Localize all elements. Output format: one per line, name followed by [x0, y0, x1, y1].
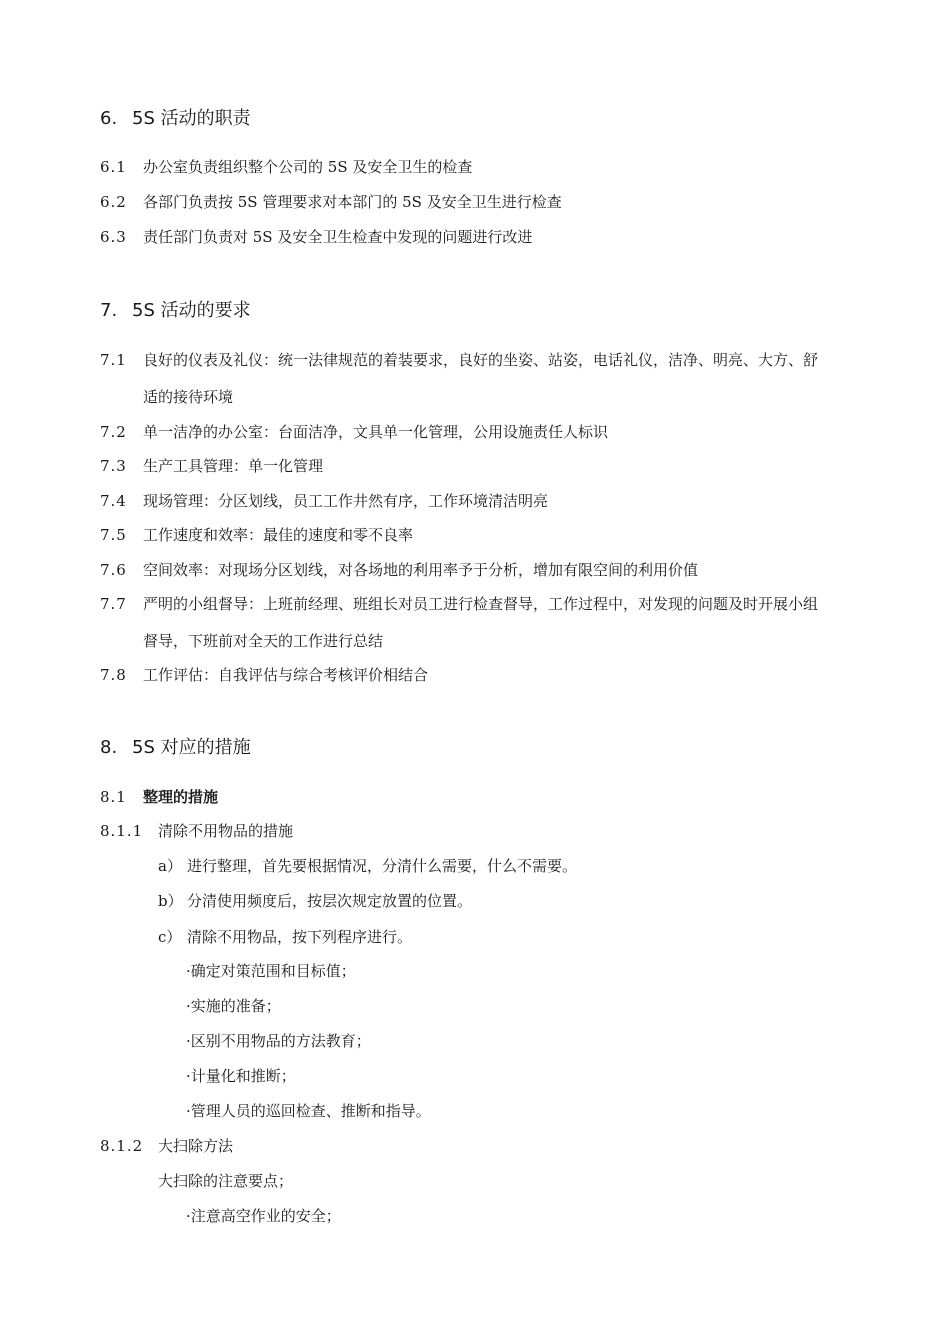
item-number: 7.7	[100, 595, 127, 613]
section-number: 6.	[100, 108, 118, 129]
bullet-item: ·区别不用物品的方法教育；	[186, 1032, 371, 1050]
item-number: 7.4	[100, 492, 127, 510]
section-title: 5S 对应的措施	[132, 737, 251, 758]
bullet-item: ·实施的准备；	[186, 997, 281, 1015]
bullet-item: ·确定对策范围和目标值；	[186, 962, 356, 980]
step-label: c）	[158, 928, 182, 946]
item-text: 工作速度和效率：最佳的速度和零不良率	[143, 526, 414, 544]
item-number: 6.2	[100, 193, 127, 211]
section-6-heading	[100, 107, 251, 131]
item-text: 生产工具管理：单一化管理	[143, 457, 324, 475]
step-label: a）	[158, 857, 182, 875]
item-text: 单一洁净的办公室：台面洁净，文具单一化管理，公用设施责任人标识	[143, 423, 609, 441]
item-text-continuation: 适的接待环境	[143, 388, 234, 406]
item-text: 办公室负责组织整个公司的 5S 及安全卫生的检查	[143, 158, 473, 176]
item-number: 7.5	[100, 526, 127, 544]
item-text: 责任部门负责对 5S 及安全卫生检查中发现的问题进行改进	[143, 228, 533, 246]
section-7-heading	[100, 299, 251, 323]
item-text: 空间效率：对现场分区划线，对各场地的利用率予于分析，增加有限空间的利用价值	[143, 561, 699, 579]
item-text: 大扫除方法	[158, 1137, 234, 1155]
item-text: 各部门负责按 5S 管理要求对本部门的 5S 及安全卫生进行检查	[143, 193, 562, 211]
item-number: 7.6	[100, 561, 127, 579]
step-text: 分清使用频度后，按层次规定放置的位置。	[187, 892, 473, 910]
section-title: 5S 活动的职责	[132, 108, 251, 129]
item-number: 7.1	[100, 351, 127, 369]
item-number: 6.1	[100, 158, 127, 176]
step-label: b）	[158, 892, 183, 910]
subsection-title: 整理的措施	[143, 788, 219, 806]
item-text: 严明的小组督导：上班前经理、班组长对员工进行检查督导，工作过程中，对发现的问题及时开展小组	[143, 595, 819, 613]
bullet-item: ·注意高空作业的安全；	[186, 1207, 341, 1225]
section-number: 8.	[100, 737, 118, 758]
bullet-item: ·计量化和推断；	[186, 1067, 296, 1085]
item-number: 6.3	[100, 228, 127, 246]
section-8-heading	[100, 736, 251, 760]
item-text: 现场管理：分区划线，员工工作井然有序，工作环境清洁明亮	[143, 492, 549, 510]
item-text-continuation: 督导，下班前对全天的工作进行总结	[143, 632, 384, 650]
item-text: 清除不用物品的措施	[158, 822, 294, 840]
item-number: 7.3	[100, 457, 127, 475]
item-number: 7.8	[100, 666, 127, 684]
section-title: 5S 活动的要求	[132, 300, 251, 321]
bullet-item: ·管理人员的巡回检查、推断和指导。	[186, 1102, 431, 1120]
item-text: 良好的仪表及礼仪：统一法律规范的着装要求，良好的坐姿、站姿，电话礼仪，洁净、明亮、大方、舒	[143, 351, 819, 369]
item-number: 8.1.1	[100, 822, 144, 840]
section-number: 7.	[100, 300, 118, 321]
step-text: 清除不用物品，按下列程序进行。	[187, 928, 413, 946]
subsection-number: 8.1	[100, 788, 127, 806]
item-number: 7.2	[100, 423, 127, 441]
item-number: 8.1.2	[100, 1137, 144, 1155]
step-text: 进行整理，首先要根据情况，分清什么需要，什么不需要。	[187, 857, 578, 875]
item-text: 工作评估：自我评估与综合考核评价相结合	[143, 666, 429, 684]
note-title: 大扫除的注意要点；	[158, 1172, 294, 1190]
